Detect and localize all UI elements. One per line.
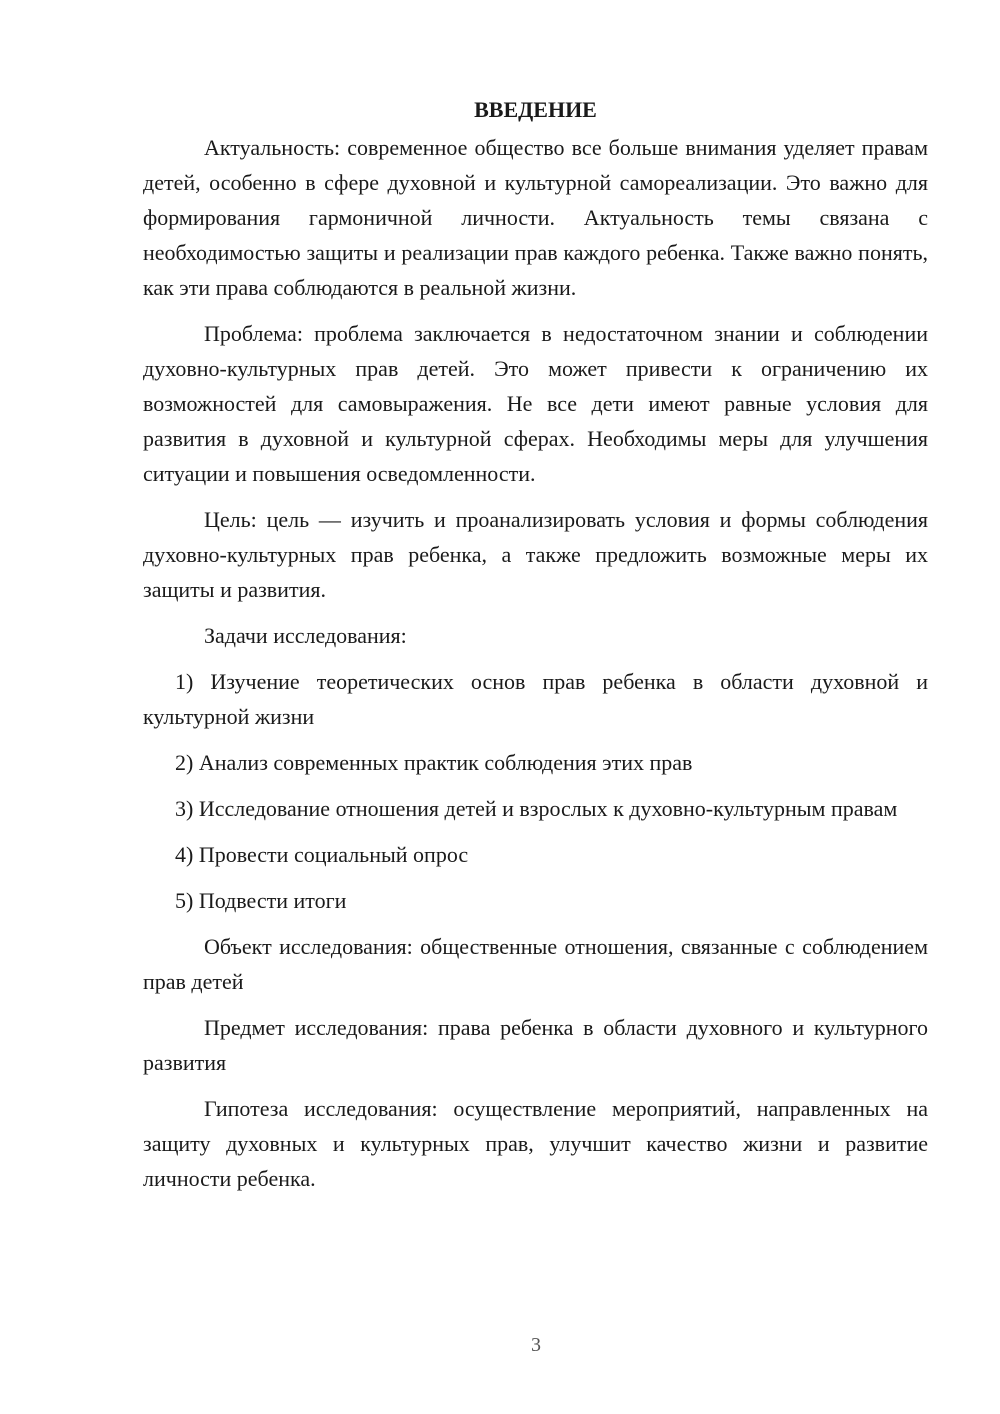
list-item: 2) Анализ современных практик соблюдения этих прав [175,750,693,775]
problem-paragraph: Проблема: проблема заключается в недостаточном знании и соблюдении духовно-культурных прав детей. Это может привести к ограничению их возможностей для самовыражения. Не все дети имеют равные условия для развития в духовной и культурной сферах. Необходимы меры для улучшения ситуации и повышения осведомленности. [143,321,928,486]
page-number: 3 [531,1334,541,1356]
relevance-paragraph: Актуальность: современное общество все больше внимания уделяет правам детей, особенно в сфере духовной и культурной самореализации. Это важно для формирования гармоничной личности. Актуальность темы связана с необходимостью защиты и реализации прав каждого ребенка. Также важно понять, как эти права соблюдаются в реальной жизни. [143,135,928,300]
list-item: 3) Исследование отношения детей и взрослых к духовно-культурным правам [175,796,898,821]
goal-paragraph: Цель: цель — изучить и проанализировать условия и формы соблюдения духовно-культурных прав ребенка, а также предложить возможные меры их защиты и развития. [143,507,928,602]
object-paragraph: Объект исследования: общественные отношения, связанные с соблюдением прав детей [143,934,928,994]
page-title: ВВЕДЕНИЕ [474,97,597,122]
subject-paragraph: Предмет исследования: права ребенка в области духовного и культурного развития [143,1015,928,1075]
list-item: 1) Изучение теоретических основ прав ребенка в области духовной и культурной жизни [143,669,928,729]
tasks-title: Задачи исследования: [204,623,407,648]
document-page [143,95,928,1207]
list-item: 4) Провести социальный опрос [175,842,469,867]
list-item: 5) Подвести итоги [175,888,347,913]
hypothesis-paragraph: Гипотеза исследования: осуществление мероприятий, направленных на защиту духовных и культурных прав, улучшит качество жизни и развитие личности ребенка. [143,1096,928,1191]
